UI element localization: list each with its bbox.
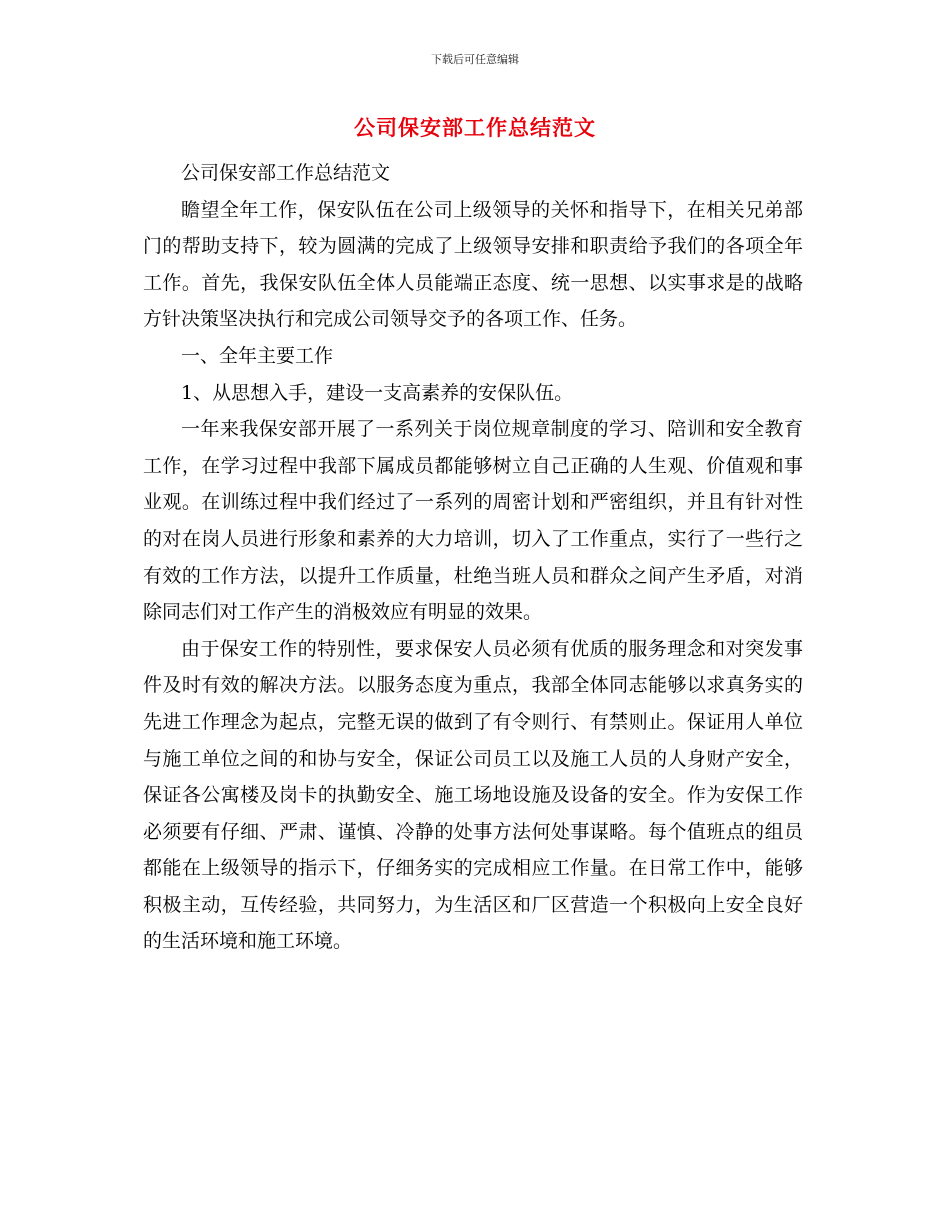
document-body (143, 155, 803, 960)
paragraph-training: 一年来我保安部开展了一系列关于岗位规章制度的学习、陪训和安全教育工作，在学习过程中我部下属成员都能够树立自己正确的人生观、价值观和事业观。在训练过程中我们经过了一系列的周密计划和严密组织，并且有针对性的对在岗人员进行形象和素养的大力培训，切入了工作重点，实行了一些行之有效的工作方法，以提升工作质量，杜绝当班人员和群众之间产生矛盾，对消除同志们对工作产生的消极效应有明显的效果。 (143, 418, 803, 624)
paragraph-subtitle: 公司保安部工作总结范文 (181, 162, 391, 184)
paragraph-intro: 瞻望全年工作，保安队伍在公司上级领导的关怀和指导下，在相关兄弟部门的帮助支持下，较为圆满的完成了上级领导安排和职责给予我们的各项全年工作。首先，我保安队伍全体人员能端正态度、统一思想、以实事求是的战略方针决策坚决执行和完成公司领导交予的各项工作、任务。 (143, 198, 803, 331)
header-note: 下载后可任意编辑 (431, 53, 519, 66)
paragraph-service: 由于保安工作的特别性，要求保安人员必须有优质的服务理念和对突发事件及时有效的解决方法。以服务态度为重点，我部全体同志能够以求真务实的先进工作理念为起点，完整无误的做到了有令则行、有禁则止。保证用人单位与施工单位之间的和协与安全，保证公司员工以及施工人员的人身财产安全，保证各公寓楼及岗卡的执勤安全、施工场地设施及设备的安全。作为安保工作必须要有仔细、严肃、谨慎、冷静的处事方法何处事谋略。每个值班点的组员都能在上级领导的指示下，仔细务实的完成相应工作量。在日常工作中，能够积极主动，互传经验，共同努力，为生活区和厂区营造一个积极向上安全良好的生活环境和施工环境。 (143, 637, 803, 953)
document-title: 公司保安部工作总结范文 (354, 115, 596, 140)
section-heading: 一、全年主要工作 (181, 344, 334, 367)
subsection-heading: 1、从思想入手，建设一支高素养的安保队伍。 (181, 381, 574, 404)
